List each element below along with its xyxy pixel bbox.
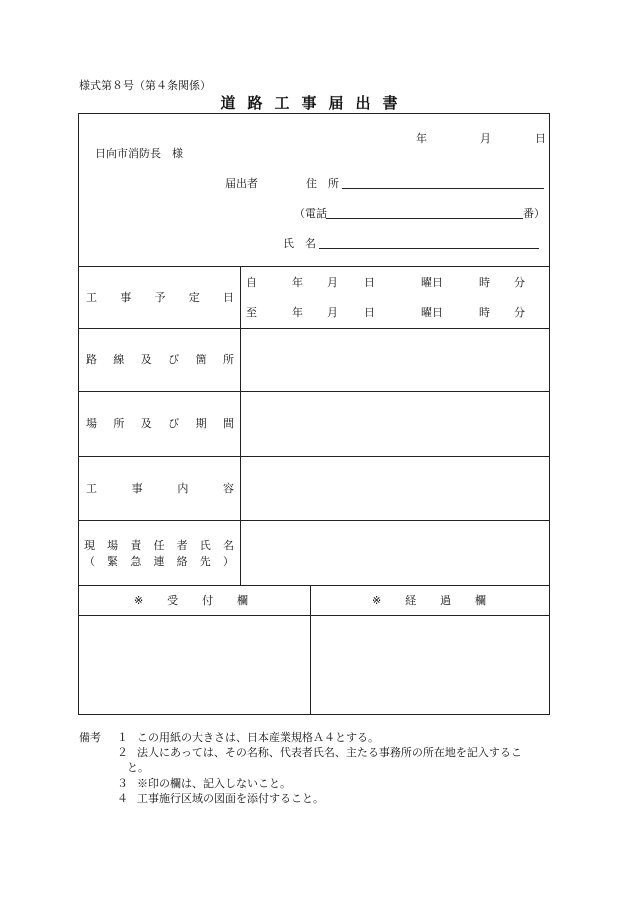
schedule-from-prefix: 自 — [246, 276, 257, 289]
note-1-text: この用紙の大きさは、日本産業規格Ａ４とする。 — [137, 731, 379, 744]
content-label: 工 事 内 容 — [86, 482, 234, 495]
phone-field[interactable] — [326, 218, 523, 219]
note-1-number: １ — [117, 731, 128, 744]
schedule-from-minute: 分 — [514, 276, 525, 289]
place-period-label: 場 所 及 び 期 間 — [86, 417, 234, 430]
schedule-to-minute: 分 — [514, 306, 525, 319]
notes-heading: 備考 — [79, 731, 101, 744]
note-3-number: ３ — [117, 777, 128, 790]
schedule-from-hour: 時 — [479, 276, 490, 289]
note-2-text: 法人にあっては、その名称、代表者氏名、主たる事務所の所在地を記入するこ — [137, 746, 522, 759]
name-field[interactable] — [319, 248, 539, 249]
schedule-label: 工 事 予 定 日 — [86, 291, 234, 304]
phone-close-label: 番） — [523, 207, 545, 220]
form-number: 様式第８号（第４条関係） — [79, 79, 211, 92]
schedule-from-weekday: 曜日 — [421, 276, 443, 289]
note-2-continuation: と。 — [127, 761, 149, 774]
place-period-field[interactable] — [241, 392, 549, 456]
note-3-text: ※印の欄は、記入しないこと。 — [137, 777, 291, 790]
schedule-from-day: 日 — [364, 276, 375, 289]
schedule-from-month: 月 — [327, 276, 338, 289]
date-year-label: 年 — [416, 132, 427, 145]
note-4-text: 工事施行区域の図面を添付すること。 — [137, 792, 324, 805]
progress-field[interactable] — [311, 616, 549, 714]
manager-field[interactable] — [241, 521, 549, 585]
schedule-to-prefix: 至 — [246, 306, 257, 319]
date-day-label: 日 — [535, 132, 546, 145]
schedule-to-weekday: 曜日 — [421, 306, 443, 319]
schedule-to-month: 月 — [327, 306, 338, 319]
phone-open-label: （電話 — [294, 207, 327, 220]
note-2-number: ２ — [117, 746, 128, 759]
divider-manager — [78, 585, 550, 586]
manager-label-line1: 現 場 責 任 者 氏 名 — [84, 539, 234, 552]
schedule-to-hour: 時 — [479, 306, 490, 319]
schedule-from-year: 年 — [292, 276, 303, 289]
address-label: 住 所 — [306, 177, 339, 190]
schedule-to-year: 年 — [292, 306, 303, 319]
progress-label: ※ 経 過 欄 — [372, 594, 486, 607]
addressee: 日向市消防長 様 — [95, 147, 183, 160]
manager-label-line2: （ 緊 急 連 絡 先 ） — [84, 555, 234, 568]
notifier-label: 届出者 — [225, 177, 258, 190]
reception-field[interactable] — [79, 616, 310, 714]
reception-label: ※ 受 付 欄 — [134, 594, 248, 607]
route-label: 路 線 及 び 箇 所 — [86, 353, 234, 366]
name-label: 氏 名 — [283, 237, 316, 250]
address-field[interactable] — [342, 188, 544, 189]
form-title: 道路工事届出書 — [220, 94, 410, 112]
divider-header — [78, 266, 550, 267]
date-month-label: 月 — [480, 132, 491, 145]
route-field[interactable] — [241, 329, 549, 391]
content-field[interactable] — [241, 457, 549, 520]
note-4-number: ４ — [117, 792, 128, 805]
schedule-to-day: 日 — [364, 306, 375, 319]
